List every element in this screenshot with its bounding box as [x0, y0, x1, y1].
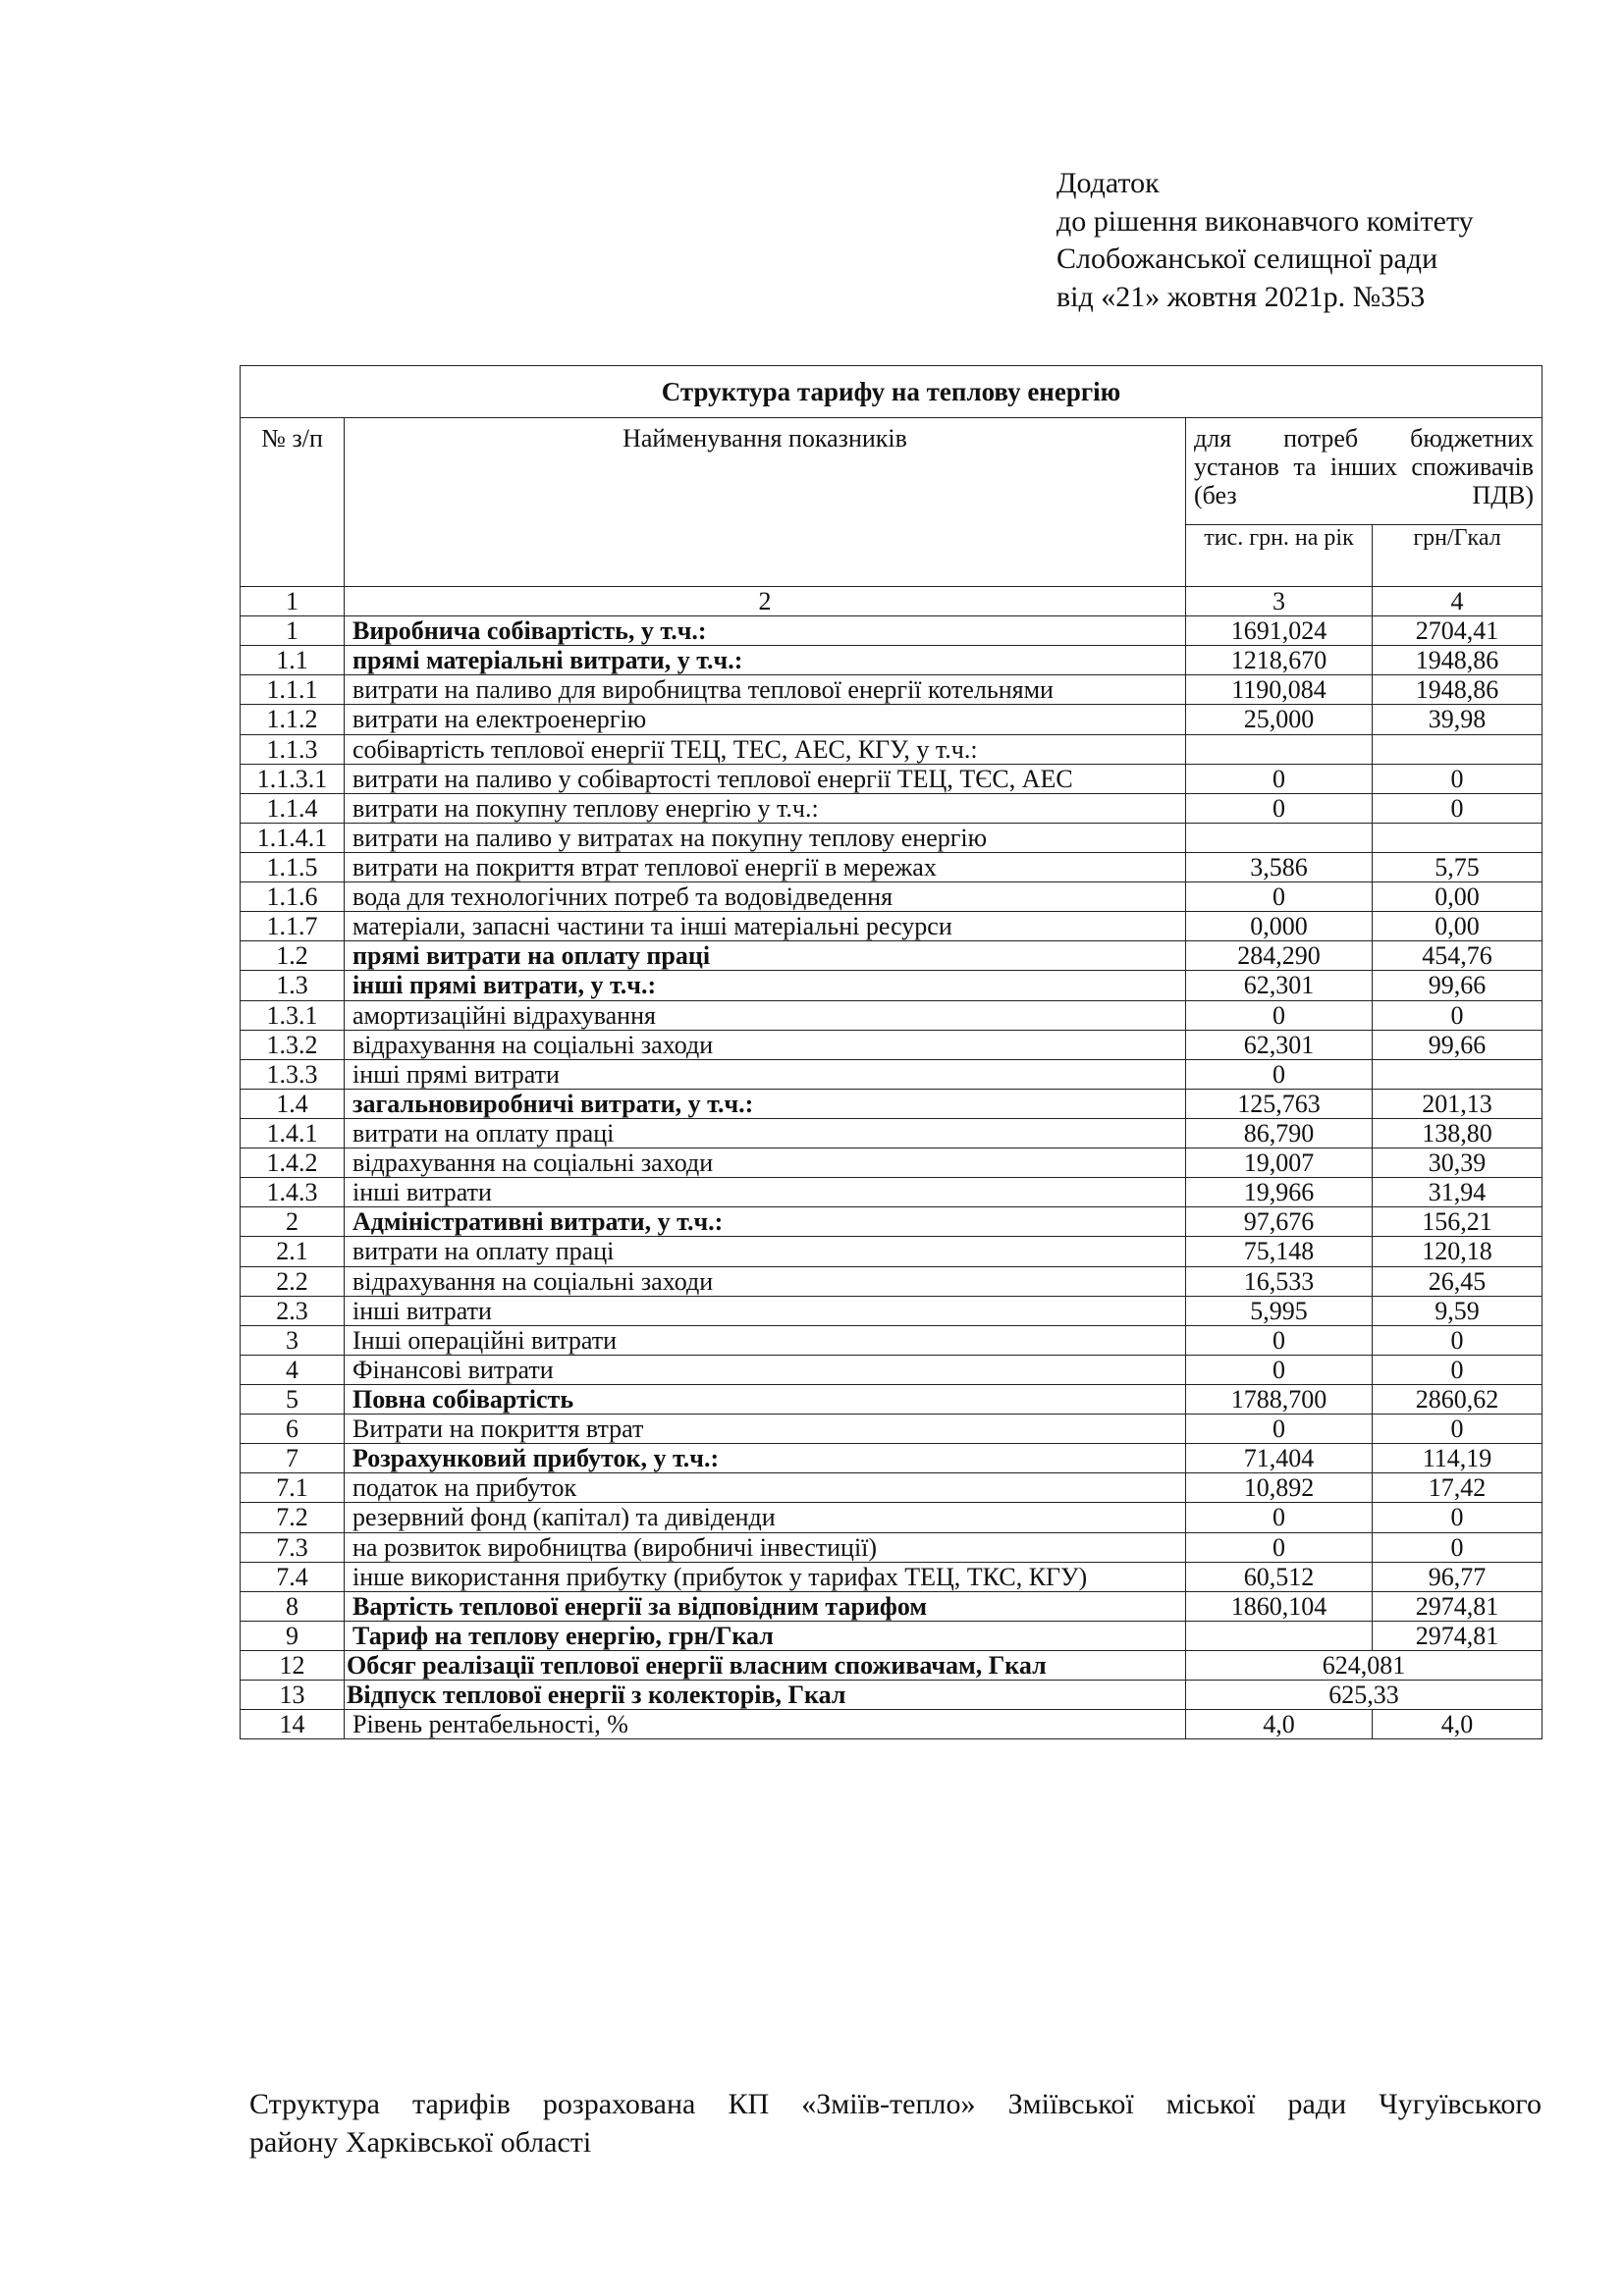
row-value-thousand-uah: 0 — [1186, 1415, 1373, 1444]
row-value-thousand-uah: 3,586 — [1186, 852, 1373, 881]
table-row — [241, 1384, 1543, 1414]
row-indicator-name: інше використання прибутку (прибуток у тарифах ТЕЦ, ТКС, КГУ) — [345, 1562, 1186, 1591]
table-row — [241, 1562, 1543, 1591]
row-value-thousand-uah — [1186, 734, 1373, 764]
row-indicator-name: Витрати на покриття втрат — [345, 1415, 1186, 1444]
table-row — [241, 1710, 1543, 1739]
row-indicator-name: Повна собівартість — [345, 1384, 1186, 1414]
row-value-uah-per-gcal: 1948,86 — [1373, 646, 1543, 675]
row-value-uah-per-gcal: 0 — [1373, 1325, 1543, 1355]
row-number: 2.2 — [241, 1266, 345, 1296]
row-value-uah-per-gcal: 4,0 — [1373, 1710, 1543, 1739]
table-row — [241, 793, 1543, 823]
table-row — [241, 912, 1543, 941]
row-number: 1.1.3.1 — [241, 764, 345, 793]
table-row — [241, 1266, 1543, 1296]
row-value-thousand-uah: 25,000 — [1186, 705, 1373, 734]
table-row — [241, 852, 1543, 881]
row-value-thousand-uah: 0 — [1186, 1532, 1373, 1562]
row-number: 4 — [241, 1355, 345, 1384]
row-indicator-name: витрати на покупну теплову енергію у т.ч.: — [345, 793, 1186, 823]
row-number: 2 — [241, 1207, 345, 1237]
row-value-thousand-uah — [1186, 823, 1373, 852]
row-value-uah-per-gcal: 2974,81 — [1373, 1621, 1543, 1650]
table-row — [241, 1059, 1543, 1089]
row-value-uah-per-gcal: 0 — [1373, 1503, 1543, 1532]
table-row — [241, 1178, 1543, 1207]
col-consumer-group-header: для потреб бюджетних установ та інших споживачів (без ПДВ) — [1186, 418, 1543, 525]
row-value-thousand-uah: 5,995 — [1186, 1296, 1373, 1325]
row-value-thousand-uah: 0 — [1186, 793, 1373, 823]
row-value-uah-per-gcal: 2704,41 — [1373, 616, 1543, 646]
row-value-thousand-uah: 0 — [1186, 1503, 1373, 1532]
row-indicator-name: відрахування на соціальні заходи — [345, 1266, 1186, 1296]
table-row — [241, 882, 1543, 912]
row-value-thousand-uah: 60,512 — [1186, 1562, 1373, 1591]
row-value-uah-per-gcal: 0 — [1373, 1532, 1543, 1562]
row-number: 1.3.1 — [241, 1000, 345, 1030]
row-merged-value: 625,33 — [1186, 1681, 1543, 1710]
row-value-thousand-uah: 284,290 — [1186, 941, 1373, 971]
table-row — [241, 1621, 1543, 1650]
row-value-uah-per-gcal: 120,18 — [1373, 1237, 1543, 1266]
table-row — [241, 1503, 1543, 1532]
table-row — [241, 1591, 1543, 1621]
row-value-uah-per-gcal: 0,00 — [1373, 882, 1543, 912]
row-value-thousand-uah: 125,763 — [1186, 1089, 1373, 1118]
row-number: 14 — [241, 1710, 345, 1739]
row-value-uah-per-gcal — [1373, 823, 1543, 852]
table-row — [241, 1650, 1543, 1680]
decision-reference: до рішення виконавчого комітету — [1056, 204, 1474, 238]
row-value-uah-per-gcal: 99,66 — [1373, 971, 1543, 1000]
footer-line-1: Структура тарифів розрахована КП «Зміїв-тепло» Зміївської міської ради Чугуївського — [249, 2088, 1542, 2120]
row-number: 1.3.3 — [241, 1059, 345, 1089]
row-value-thousand-uah: 1860,104 — [1186, 1591, 1373, 1621]
row-value-thousand-uah: 0 — [1186, 1325, 1373, 1355]
row-indicator-name: витрати на паливо у витратах на покупну теплову енергію — [345, 823, 1186, 852]
row-indicator-name: матеріали, запасні частини та інші матеріальні ресурси — [345, 912, 1186, 941]
row-indicator-name: Обсяг реалізації теплової енергії власним споживачам, Гкал — [345, 1650, 1186, 1680]
table-row — [241, 1148, 1543, 1178]
row-number: 7.1 — [241, 1473, 345, 1503]
row-value-thousand-uah: 0 — [1186, 1000, 1373, 1030]
table-row — [241, 1089, 1543, 1118]
row-value-uah-per-gcal — [1373, 1059, 1543, 1089]
row-value-uah-per-gcal: 30,39 — [1373, 1148, 1543, 1178]
row-value-thousand-uah: 0 — [1186, 764, 1373, 793]
column-header-row — [241, 418, 1543, 525]
row-value-thousand-uah: 71,404 — [1186, 1444, 1373, 1473]
row-value-thousand-uah: 1218,670 — [1186, 646, 1373, 675]
row-indicator-name: Рівень рентабельності, % — [345, 1710, 1186, 1739]
table-row — [241, 734, 1543, 764]
row-indicator-name: амортизаційні відрахування — [345, 1000, 1186, 1030]
row-indicator-name: відрахування на соціальні заходи — [345, 1030, 1186, 1059]
table-row — [241, 675, 1543, 705]
row-value-thousand-uah: 1691,024 — [1186, 616, 1373, 646]
row-indicator-name: Тариф на теплову енергію, грн/Гкал — [345, 1621, 1186, 1650]
row-indicator-name: витрати на оплату праці — [345, 1118, 1186, 1148]
row-value-thousand-uah: 75,148 — [1186, 1237, 1373, 1266]
row-indicator-name: прямі матеріальні витрати, у т.ч.: — [345, 646, 1186, 675]
row-indicator-name: Розрахунковий прибуток, у т.ч.: — [345, 1444, 1186, 1473]
row-value-thousand-uah: 16,533 — [1186, 1266, 1373, 1296]
row-value-uah-per-gcal: 5,75 — [1373, 852, 1543, 881]
row-number: 7.2 — [241, 1503, 345, 1532]
row-number: 1.4 — [241, 1089, 345, 1118]
row-value-uah-per-gcal: 99,66 — [1373, 1030, 1543, 1059]
row-value-uah-per-gcal: 0 — [1373, 1000, 1543, 1030]
row-value-uah-per-gcal: 454,76 — [1373, 941, 1543, 971]
row-number: 3 — [241, 1325, 345, 1355]
row-indicator-name: відрахування на соціальні заходи — [345, 1148, 1186, 1178]
appendix-header — [1056, 165, 1474, 317]
row-value-thousand-uah: 0 — [1186, 1355, 1373, 1384]
row-value-thousand-uah: 62,301 — [1186, 1030, 1373, 1059]
row-value-uah-per-gcal: 114,19 — [1373, 1444, 1543, 1473]
row-number: 1.4.3 — [241, 1178, 345, 1207]
row-number: 1.1.5 — [241, 852, 345, 881]
row-indicator-name: собівартість теплової енергії ТЕЦ, ТЕС, АЕС, КГУ, у т.ч.: — [345, 734, 1186, 764]
table-row — [241, 1000, 1543, 1030]
row-indicator-name: інші прямі витрати, у т.ч.: — [345, 971, 1186, 1000]
row-number: 1.3.2 — [241, 1030, 345, 1059]
row-value-uah-per-gcal: 138,80 — [1373, 1118, 1543, 1148]
col-name-header: Найменування показників — [345, 418, 1186, 587]
table-row — [241, 705, 1543, 734]
table-row — [241, 823, 1543, 852]
row-value-thousand-uah: 97,676 — [1186, 1207, 1373, 1237]
row-value-uah-per-gcal: 9,59 — [1373, 1296, 1543, 1325]
row-value-uah-per-gcal: 39,98 — [1373, 705, 1543, 734]
row-indicator-name: Виробнича собівартість, у т.ч.: — [345, 616, 1186, 646]
column-index-row — [241, 587, 1543, 616]
row-value-thousand-uah: 0 — [1186, 1059, 1373, 1089]
row-value-thousand-uah: 19,007 — [1186, 1148, 1373, 1178]
row-value-thousand-uah — [1186, 1621, 1373, 1650]
decision-date-number: від «21» жовтня 2021р. №353 — [1056, 281, 1426, 314]
table-row — [241, 1473, 1543, 1503]
row-indicator-name: Фінансові витрати — [345, 1355, 1186, 1384]
row-value-uah-per-gcal: 17,42 — [1373, 1473, 1543, 1503]
row-indicator-name: Інші операційні витрати — [345, 1325, 1186, 1355]
row-number: 1.4.1 — [241, 1118, 345, 1148]
row-indicator-name: на розвиток виробництва (виробничі інвестиції) — [345, 1532, 1186, 1562]
row-number: 7.4 — [241, 1562, 345, 1591]
table-title-row — [241, 366, 1543, 418]
row-indicator-name: Відпуск теплової енергії з колекторів, Гкал — [345, 1681, 1186, 1710]
row-number: 12 — [241, 1650, 345, 1680]
table-row — [241, 941, 1543, 971]
row-value-uah-per-gcal: 96,77 — [1373, 1562, 1543, 1591]
row-value-thousand-uah: 0,000 — [1186, 912, 1373, 941]
row-value-uah-per-gcal: 156,21 — [1373, 1207, 1543, 1237]
row-number: 1.2 — [241, 941, 345, 971]
row-number: 1.3 — [241, 971, 345, 1000]
table-row — [241, 1030, 1543, 1059]
row-value-uah-per-gcal: 0 — [1373, 1355, 1543, 1384]
row-value-thousand-uah: 0 — [1186, 882, 1373, 912]
row-number: 1.1.6 — [241, 882, 345, 912]
table-row — [241, 1237, 1543, 1266]
row-value-thousand-uah: 62,301 — [1186, 971, 1373, 1000]
row-value-uah-per-gcal: 0 — [1373, 764, 1543, 793]
row-number: 1.1.1 — [241, 675, 345, 705]
row-number: 1.1.4.1 — [241, 823, 345, 852]
row-number: 1 — [241, 616, 345, 646]
row-number: 8 — [241, 1591, 345, 1621]
table-row — [241, 764, 1543, 793]
table-row — [241, 1415, 1543, 1444]
row-number: 7 — [241, 1444, 345, 1473]
row-value-uah-per-gcal: 2974,81 — [1373, 1591, 1543, 1621]
table-row — [241, 1207, 1543, 1237]
row-value-uah-per-gcal: 2860,62 — [1373, 1384, 1543, 1414]
row-value-thousand-uah: 19,966 — [1186, 1178, 1373, 1207]
footer-note — [249, 2085, 1542, 2162]
appendix-label: Додаток — [1056, 167, 1160, 199]
row-value-uah-per-gcal: 0,00 — [1373, 912, 1543, 941]
row-number: 1.1.2 — [241, 705, 345, 734]
row-number: 6 — [241, 1415, 345, 1444]
row-indicator-name: Вартість теплової енергії за відповідним тарифом — [345, 1591, 1186, 1621]
row-number: 13 — [241, 1681, 345, 1710]
table-row — [241, 1355, 1543, 1384]
row-value-uah-per-gcal: 31,94 — [1373, 1178, 1543, 1207]
row-merged-value: 624,081 — [1186, 1650, 1543, 1680]
row-number: 1.1.3 — [241, 734, 345, 764]
row-value-thousand-uah: 10,892 — [1186, 1473, 1373, 1503]
row-indicator-name: інші витрати — [345, 1296, 1186, 1325]
row-value-uah-per-gcal: 0 — [1373, 793, 1543, 823]
index-cell: 1 — [241, 587, 345, 616]
col-unit-thousand-uah: тис. грн. на рік — [1186, 525, 1373, 587]
row-number: 1.1.7 — [241, 912, 345, 941]
table-row — [241, 1444, 1543, 1473]
row-number: 1.1.4 — [241, 793, 345, 823]
index-cell: 2 — [345, 587, 1186, 616]
row-indicator-name: витрати на паливо для виробництва теплової енергії котельнями — [345, 675, 1186, 705]
table-row — [241, 616, 1543, 646]
table-row — [241, 1325, 1543, 1355]
row-number: 2.1 — [241, 1237, 345, 1266]
col-number-header: № з/п — [241, 418, 345, 587]
table-row — [241, 1681, 1543, 1710]
row-indicator-name: загальновиробничі витрати, у т.ч.: — [345, 1089, 1186, 1118]
row-value-thousand-uah: 4,0 — [1186, 1710, 1373, 1739]
col-unit-uah-per-gcal: грн/Гкал — [1373, 525, 1543, 587]
index-cell: 3 — [1186, 587, 1373, 616]
row-value-uah-per-gcal: 1948,86 — [1373, 675, 1543, 705]
row-number: 1.4.2 — [241, 1148, 345, 1178]
row-value-thousand-uah: 1190,084 — [1186, 675, 1373, 705]
council-name: Слобожанської селищної ради — [1056, 242, 1438, 276]
table-row — [241, 1296, 1543, 1325]
row-value-uah-per-gcal: 201,13 — [1373, 1089, 1543, 1118]
index-cell: 4 — [1373, 587, 1543, 616]
row-number: 7.3 — [241, 1532, 345, 1562]
row-number: 9 — [241, 1621, 345, 1650]
row-number: 1.1 — [241, 646, 345, 675]
row-value-uah-per-gcal: 26,45 — [1373, 1266, 1543, 1296]
table-row — [241, 971, 1543, 1000]
row-number: 2.3 — [241, 1296, 345, 1325]
row-indicator-name: Адміністративні витрати, у т.ч.: — [345, 1207, 1186, 1237]
row-indicator-name: витрати на електроенергію — [345, 705, 1186, 734]
row-indicator-name: інші прямі витрати — [345, 1059, 1186, 1089]
row-indicator-name: податок на прибуток — [345, 1473, 1186, 1503]
row-indicator-name: резервний фонд (капітал) та дивіденди — [345, 1503, 1186, 1532]
table-row — [241, 1532, 1543, 1562]
footer-line-2: району Харківської області — [249, 2126, 592, 2159]
row-value-uah-per-gcal: 0 — [1373, 1415, 1543, 1444]
table-row — [241, 1118, 1543, 1148]
row-indicator-name: вода для технологічних потреб та водовідведення — [345, 882, 1186, 912]
table-title: Структура тарифу на теплову енергію — [241, 366, 1543, 418]
tariff-structure-table — [240, 365, 1543, 1739]
row-value-thousand-uah: 86,790 — [1186, 1118, 1373, 1148]
row-indicator-name: витрати на паливо у собівартості теплової енергії ТЕЦ, ТЄС, АЕС — [345, 764, 1186, 793]
row-value-uah-per-gcal — [1373, 734, 1543, 764]
table-row — [241, 646, 1543, 675]
row-indicator-name: витрати на покриття втрат теплової енергії в мережах — [345, 852, 1186, 881]
row-value-thousand-uah: 1788,700 — [1186, 1384, 1373, 1414]
row-indicator-name: витрати на оплату праці — [345, 1237, 1186, 1266]
row-indicator-name: інші витрати — [345, 1178, 1186, 1207]
row-number: 5 — [241, 1384, 345, 1414]
row-indicator-name: прямі витрати на оплату праці — [345, 941, 1186, 971]
